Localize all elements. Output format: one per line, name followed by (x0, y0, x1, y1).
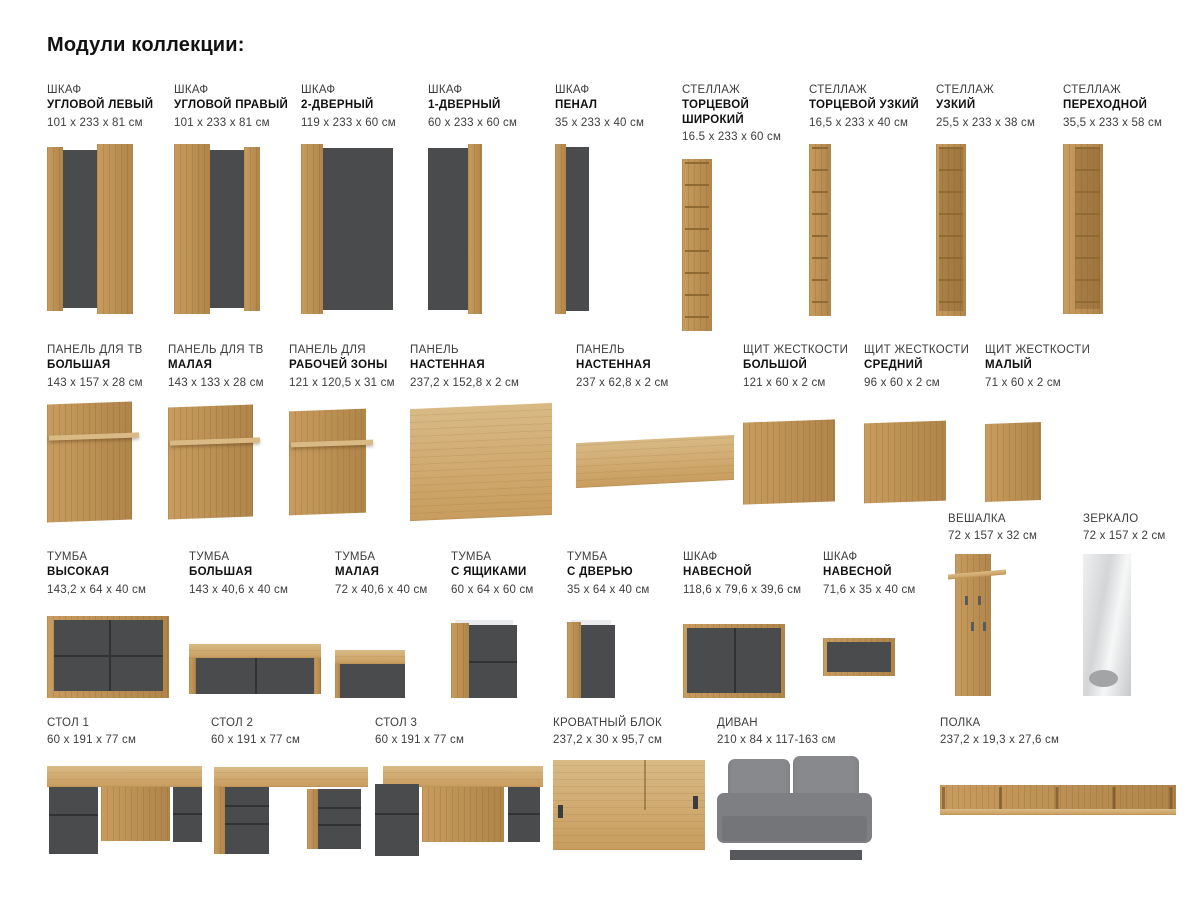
module-dimensions: 60 x 233 x 60 см (428, 116, 518, 129)
module-dimensions: 237,2 x 19,3 x 27,6 см (940, 734, 1060, 747)
wardrobe-penal-image (555, 144, 589, 314)
module-variant: НАСТЕННАЯ (410, 359, 485, 372)
module-dimensions: 210 x 84 x 117-163 см (717, 734, 836, 747)
module-category: ШКАФ (555, 84, 590, 96)
module-wardrobe-corner-left (47, 83, 174, 314)
module-variant: С ЯЩИКАМИ (451, 566, 527, 579)
module-dimensions: 118,6 x 79,6 x 39,6 см (683, 583, 802, 596)
module-category: ШКАФ (47, 84, 82, 96)
module-rack-end-narrow (809, 83, 936, 316)
mirror-image (1083, 554, 1131, 696)
wall-panel-large-image (410, 406, 552, 518)
module-wall-cabinet-big (683, 550, 823, 698)
module-stiff-medium (864, 343, 985, 533)
module-label (743, 343, 856, 390)
module-label (553, 716, 709, 748)
module-tv-panel-large (47, 343, 168, 533)
module-label (555, 83, 674, 130)
module-dimensions: 35 x 233 x 40 см (555, 116, 645, 129)
module-label (576, 343, 735, 390)
module-dimensions: 237,2 x 152,8 x 2 см (410, 376, 520, 389)
rack-end-wide-image (682, 159, 712, 331)
dresser-small-image (335, 650, 405, 698)
module-dimensions: 101 x 233 x 81 см (174, 116, 270, 129)
module-label (948, 512, 1075, 544)
module-dimensions: 72 x 40,6 x 40 см (335, 583, 428, 596)
module-dimensions: 143 x 157 x 28 см (47, 376, 143, 389)
module-dimensions: 60 x 191 x 77 см (47, 734, 137, 747)
module-rack-transition (1063, 83, 1190, 314)
module-category: ВЕШАЛКА (948, 513, 1006, 525)
row-desks-sofa-shelf (47, 716, 1200, 896)
module-bed-block (553, 716, 717, 850)
module-dimensions: 121 x 60 x 2 см (743, 376, 826, 389)
module-category: СТОЛ 2 (211, 717, 254, 729)
module-dimensions: 35 x 64 x 40 см (567, 583, 650, 596)
desk-3-image (375, 760, 543, 856)
module-category: СТОЛ 1 (47, 717, 90, 729)
module-variant: НАСТЕННАЯ (576, 359, 651, 372)
module-dimensions: 60 x 64 x 60 см (451, 583, 534, 596)
dresser-drawers-image (451, 620, 517, 698)
module-dimensions: 72 x 157 x 2 см (1083, 530, 1166, 543)
desk-2-image (211, 760, 371, 856)
module-label (410, 343, 568, 390)
module-dresser-small (335, 550, 451, 698)
wall-shelf-image (940, 778, 1176, 824)
module-variant: БОЛЬШОЙ (743, 359, 808, 372)
module-dresser-high (47, 550, 189, 698)
module-wardrobe-1door (428, 83, 555, 314)
module-category: ШКАФ (428, 84, 463, 96)
module-label (335, 550, 443, 597)
module-label (174, 83, 293, 130)
module-label (47, 716, 203, 748)
module-dresser-door (567, 550, 683, 698)
module-dimensions: 143 x 40,6 x 40 см (189, 583, 289, 596)
module-category: СТОЛ 3 (375, 717, 418, 729)
module-variant: НАВЕСНОЙ (683, 566, 752, 579)
module-variant: СРЕДНИЙ (864, 359, 923, 372)
module-category: ПОЛКА (940, 717, 981, 729)
module-dimensions: 72 x 157 x 32 см (948, 530, 1038, 543)
module-coat-rack (948, 512, 1083, 696)
module-variant: МАЛАЯ (168, 359, 213, 372)
module-wall-panel-large (410, 343, 576, 533)
module-dimensions: 25,5 x 233 x 38 см (936, 116, 1036, 129)
module-category: ТУМБА (335, 551, 376, 563)
coat-rack-image (948, 554, 1006, 696)
module-dimensions: 237 x 62,8 x 2 см (576, 376, 669, 389)
dresser-high-image (47, 616, 169, 698)
module-label (47, 343, 160, 390)
module-variant: УЗКИЙ (936, 99, 976, 112)
module-dimensions: 35,5 x 233 x 58 см (1063, 116, 1163, 129)
stiff-small-image (985, 423, 1041, 501)
module-wall-panel-narrow (576, 343, 743, 533)
module-category: ЩИТ ЖЕСТКОСТИ (864, 344, 970, 356)
module-label (47, 550, 181, 597)
module-label (1083, 512, 1200, 544)
module-category: ТУМБА (451, 551, 492, 563)
module-dimensions: 143,2 x 64 x 40 см (47, 583, 147, 596)
module-label (717, 716, 932, 748)
module-category: ЩИТ ЖЕСТКОСТИ (985, 344, 1091, 356)
module-label (47, 83, 166, 130)
module-category: СТЕЛЛАЖ (682, 84, 741, 96)
bed-block-image (553, 760, 705, 850)
module-variant: МАЛЫЙ (985, 359, 1033, 372)
module-label (189, 550, 327, 597)
module-category: ШКАФ (683, 551, 718, 563)
tv-panel-small-image (168, 406, 258, 518)
module-label (1063, 83, 1182, 130)
module-label (936, 83, 1055, 130)
module-label (375, 716, 545, 748)
module-wardrobe-corner-right (174, 83, 301, 314)
module-variant: ПЕРЕХОДНОЙ (1063, 99, 1148, 112)
module-category: ТУМБА (567, 551, 608, 563)
module-label (682, 83, 801, 145)
module-label (211, 716, 367, 748)
tv-panel-large-image (47, 403, 137, 521)
module-variant: 2-ДВЕРНЫЙ (301, 99, 374, 112)
module-sofa (717, 716, 940, 860)
module-stiff-large (743, 343, 864, 533)
module-category: СТЕЛЛАЖ (936, 84, 995, 96)
module-label (451, 550, 559, 597)
module-category: ТУМБА (47, 551, 88, 563)
module-category: ДИВАН (717, 717, 758, 729)
module-variant: С ДВЕРЬЮ (567, 566, 633, 579)
module-label (567, 550, 675, 597)
module-category: ПАНЕЛЬ ДЛЯ ТВ (168, 344, 264, 356)
module-category: ШКАФ (823, 551, 858, 563)
module-wall-shelf (940, 716, 1180, 824)
module-dimensions: 96 x 60 x 2 см (864, 376, 940, 389)
dresser-big-image (189, 644, 321, 698)
module-category: ТУМБА (189, 551, 230, 563)
wardrobe-2door-image (301, 144, 393, 314)
wall-cabinet-big-image (683, 624, 785, 698)
module-variant: УГЛОВОЙ ПРАВЫЙ (174, 99, 289, 112)
module-dimensions: 101 x 233 x 81 см (47, 116, 143, 129)
module-category: ШКАФ (301, 84, 336, 96)
module-label (168, 343, 281, 390)
module-label (289, 343, 402, 390)
module-variant: ПЕНАЛ (555, 99, 598, 112)
module-stiff-small (985, 343, 1106, 533)
module-category: ПАНЕЛЬ ДЛЯ (289, 344, 366, 356)
module-variant: ТОРЦЕВОЙ УЗКИЙ (809, 99, 919, 112)
stiff-large-image (743, 421, 835, 503)
module-category: ПАНЕЛЬ (410, 344, 459, 356)
module-dresser-drawers (451, 550, 567, 698)
module-variant: ТОРЦЕВОЙ ШИРОКИЙ (682, 99, 750, 126)
module-wardrobe-penal (555, 83, 682, 314)
work-panel-image (289, 410, 371, 514)
module-mirror (1083, 512, 1200, 696)
module-tv-panel-small (168, 343, 289, 533)
desk-1-image (47, 760, 207, 856)
module-category: ЗЕРКАЛО (1083, 513, 1139, 525)
sofa-image (717, 756, 875, 860)
module-label (864, 343, 977, 390)
module-dimensions: 60 x 191 x 77 см (375, 734, 465, 747)
module-dimensions: 60 x 191 x 77 см (211, 734, 301, 747)
module-dimensions: 71,6 x 35 x 40 см (823, 583, 916, 596)
module-wardrobe-2door (301, 83, 428, 314)
module-variant: 1-ДВЕРНЫЙ (428, 99, 501, 112)
row-wardrobes-racks (47, 83, 1200, 343)
module-variant: НАВЕСНОЙ (823, 566, 892, 579)
rack-end-narrow-image (809, 144, 831, 316)
wardrobe-1door-image (428, 144, 482, 314)
wall-panel-narrow-image (576, 422, 734, 502)
wardrobe-corner-right-image (174, 144, 260, 314)
module-variant: ВЫСОКАЯ (47, 566, 110, 579)
module-variant: БОЛЬШАЯ (189, 566, 253, 579)
module-category: ШКАФ (174, 84, 209, 96)
module-dimensions: 71 x 60 x 2 см (985, 376, 1061, 389)
module-variant: БОЛЬШАЯ (47, 359, 111, 372)
module-dimensions: 16,5 x 233 x 40 см (809, 116, 909, 129)
module-desk-2 (211, 716, 375, 856)
module-label (940, 716, 1172, 748)
module-category: СТЕЛЛАЖ (1063, 84, 1122, 96)
module-label (985, 343, 1098, 390)
wardrobe-corner-left-image (47, 144, 133, 314)
module-category: ПАНЕЛЬ ДЛЯ ТВ (47, 344, 143, 356)
module-category: КРОВАТНЫЙ БЛОК (553, 717, 663, 729)
module-category: СТЕЛЛАЖ (809, 84, 868, 96)
module-dimensions: 119 x 233 x 60 см (301, 116, 396, 129)
module-dimensions: 16.5 x 233 x 60 см (682, 131, 782, 144)
wall-cabinet-small-image (823, 638, 895, 676)
module-category: ЩИТ ЖЕСТКОСТИ (743, 344, 849, 356)
module-variant: МАЛАЯ (335, 566, 380, 579)
module-label (809, 83, 928, 130)
module-label (428, 83, 547, 130)
module-variant: УГЛОВОЙ ЛЕВЫЙ (47, 99, 154, 112)
module-category: ПАНЕЛЬ (576, 344, 625, 356)
rack-narrow-image (936, 144, 966, 316)
module-desk-1 (47, 716, 211, 856)
module-wall-cabinet-small (823, 550, 939, 698)
module-label (301, 83, 420, 130)
module-label (823, 550, 931, 597)
page-title: Модули коллекции: (47, 34, 245, 56)
module-desk-3 (375, 716, 553, 856)
module-variant: РАБОЧЕЙ ЗОНЫ (289, 359, 388, 372)
module-dresser-big (189, 550, 335, 698)
module-dimensions: 121 x 120,5 x 31 см (289, 376, 395, 389)
module-rack-end-wide (682, 83, 809, 331)
stiff-medium-image (864, 422, 946, 502)
module-label (683, 550, 815, 597)
module-work-panel (289, 343, 410, 533)
rack-transition-image (1063, 144, 1103, 314)
dresser-door-image (567, 620, 615, 698)
hall-group (948, 512, 1200, 696)
module-dimensions: 237,2 x 30 x 95,7 см (553, 734, 663, 747)
module-rack-narrow (936, 83, 1063, 316)
module-dimensions: 143 x 133 x 28 см (168, 376, 264, 389)
